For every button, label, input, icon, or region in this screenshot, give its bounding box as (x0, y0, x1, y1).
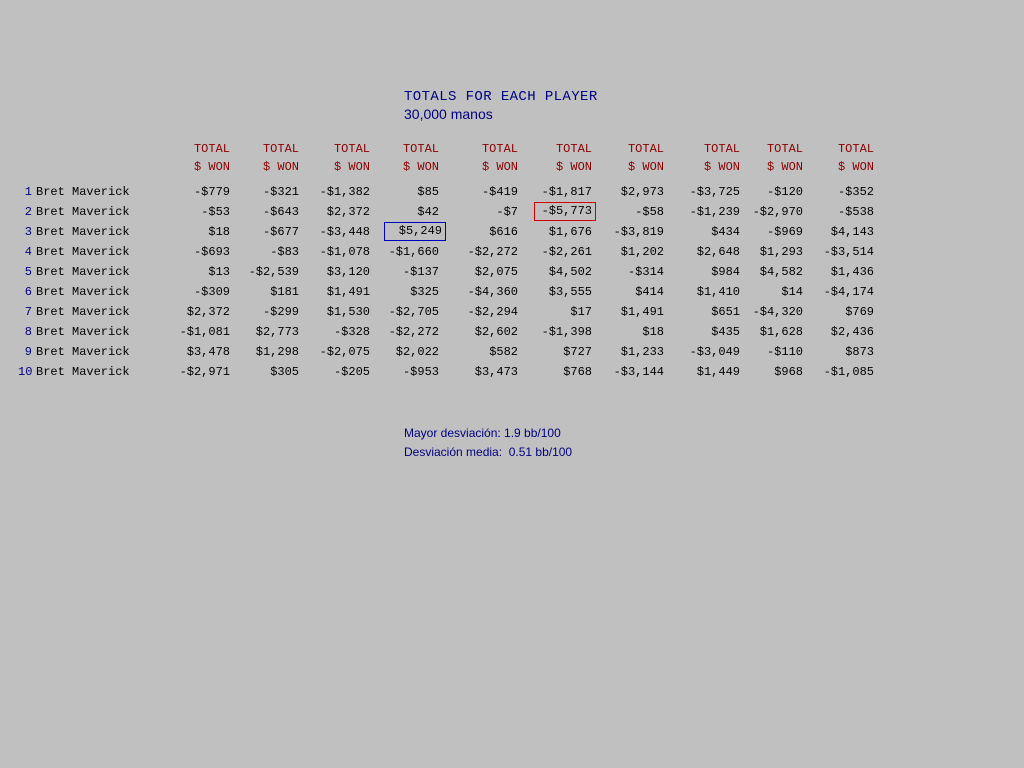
value-cell: -$137 (402, 265, 439, 279)
value-cell: $616 (489, 225, 518, 239)
value-cell: -$2,075 (319, 345, 370, 359)
value-cell: $181 (270, 285, 299, 299)
report-subtitle: 30,000 manos (404, 106, 493, 122)
row-number: 3 (24, 225, 32, 239)
value-cell: $968 (774, 365, 803, 379)
column-header-won: $ WON (627, 160, 664, 174)
player-name: Bret Maverick (36, 245, 130, 259)
value-cell: $1,293 (759, 245, 803, 259)
value-cell: -$1,660 (388, 245, 439, 259)
value-cell: $42 (417, 205, 439, 219)
value-cell: -$352 (837, 185, 874, 199)
value-cell: $2,075 (474, 265, 518, 279)
value-cell: $651 (711, 305, 740, 319)
value-cell: -$2,261 (541, 245, 592, 259)
row-number: 6 (24, 285, 32, 299)
row-number: 10 (18, 365, 33, 379)
value-cell: $4,502 (548, 265, 592, 279)
value-cell: $2,022 (395, 345, 439, 359)
value-cell: $2,648 (696, 245, 740, 259)
row-number: 8 (24, 325, 32, 339)
value-cell: -$2,272 (467, 245, 518, 259)
value-cell: -$1,398 (541, 325, 592, 339)
value-cell: -$3,819 (613, 225, 664, 239)
value-cell: $3,473 (474, 365, 518, 379)
value-cell: $1,449 (696, 365, 740, 379)
row-number: 4 (24, 245, 32, 259)
report-title: TOTALS FOR EACH PLAYER (404, 89, 598, 105)
value-cell: $434 (711, 225, 740, 239)
player-name: Bret Maverick (36, 305, 130, 319)
value-cell: -$419 (481, 185, 518, 199)
value-cell: -$2,971 (179, 365, 230, 379)
value-cell: -$643 (262, 205, 299, 219)
value-cell: -$3,144 (613, 365, 664, 379)
value-cell: -$2,272 (388, 325, 439, 339)
value-cell: -$1,078 (319, 245, 370, 259)
value-cell: $18 (642, 325, 664, 339)
value-cell: -$3,049 (689, 345, 740, 359)
value-cell: $984 (711, 265, 740, 279)
column-header-won: $ WON (837, 160, 874, 174)
column-header-total: TOTAL (402, 142, 439, 156)
value-cell: -$538 (837, 205, 874, 219)
value-cell: -$3,725 (689, 185, 740, 199)
column-header-total: TOTAL (262, 142, 299, 156)
value-cell: $414 (635, 285, 664, 299)
column-header-total: TOTAL (766, 142, 803, 156)
value-cell: -$205 (333, 365, 370, 379)
value-cell: -$83 (270, 245, 299, 259)
column-header-total: TOTAL (837, 142, 874, 156)
value-cell: -$120 (766, 185, 803, 199)
column-header-won: $ WON (193, 160, 230, 174)
player-name: Bret Maverick (36, 265, 130, 279)
value-cell: -$1,081 (179, 325, 230, 339)
value-cell: $4,143 (830, 225, 874, 239)
value-cell: -$3,448 (319, 225, 370, 239)
value-cell: $2,973 (620, 185, 664, 199)
player-name: Bret Maverick (36, 225, 130, 239)
value-cell: -$58 (635, 205, 664, 219)
value-cell: -$3,514 (823, 245, 874, 259)
value-cell: -$4,360 (467, 285, 518, 299)
value-cell: $435 (711, 325, 740, 339)
value-cell: -$309 (193, 285, 230, 299)
value-cell: $1,676 (548, 225, 592, 239)
value-cell: $18 (208, 225, 230, 239)
value-cell: -$1,382 (319, 185, 370, 199)
value-cell-max-highlight: $5,249 (384, 222, 446, 241)
value-cell: $727 (563, 345, 592, 359)
column-header-won: $ WON (262, 160, 299, 174)
column-header-won: $ WON (333, 160, 370, 174)
value-cell: $4,582 (759, 265, 803, 279)
player-name: Bret Maverick (36, 285, 130, 299)
column-header-won: $ WON (766, 160, 803, 174)
value-cell: -$110 (766, 345, 803, 359)
value-cell: -$53 (201, 205, 230, 219)
value-cell: -$4,320 (752, 305, 803, 319)
value-cell: -$2,539 (248, 265, 299, 279)
value-cell: -$969 (766, 225, 803, 239)
value-cell: $17 (570, 305, 592, 319)
value-cell: $2,773 (255, 325, 299, 339)
value-cell: $1,530 (326, 305, 370, 319)
value-cell: -$779 (193, 185, 230, 199)
row-number: 5 (24, 265, 32, 279)
value-cell: -$321 (262, 185, 299, 199)
value-cell: -$328 (333, 325, 370, 339)
player-name: Bret Maverick (36, 365, 130, 379)
value-cell: $1,628 (759, 325, 803, 339)
value-cell: $1,436 (830, 265, 874, 279)
value-cell: $85 (417, 185, 439, 199)
value-cell: $1,202 (620, 245, 664, 259)
row-number: 1 (24, 185, 32, 199)
value-cell: -$4,174 (823, 285, 874, 299)
value-cell: $1,298 (255, 345, 299, 359)
value-cell: $1,491 (326, 285, 370, 299)
value-cell: -$693 (193, 245, 230, 259)
value-cell: $325 (410, 285, 439, 299)
value-cell: $13 (208, 265, 230, 279)
value-cell: $305 (270, 365, 299, 379)
value-cell: $3,478 (186, 345, 230, 359)
value-cell: -$314 (627, 265, 664, 279)
value-cell: $768 (563, 365, 592, 379)
column-header-won: $ WON (481, 160, 518, 174)
mean-deviation-text: Desviación media: 0.51 bb/100 (404, 445, 573, 459)
value-cell: $2,602 (474, 325, 518, 339)
value-cell: $2,372 (186, 305, 230, 319)
value-cell: $3,555 (548, 285, 592, 299)
column-header-total: TOTAL (555, 142, 592, 156)
column-header-total: TOTAL (627, 142, 664, 156)
value-cell: $2,436 (830, 325, 874, 339)
value-cell: $2,372 (326, 205, 370, 219)
column-header-won: $ WON (402, 160, 439, 174)
row-number: 9 (24, 345, 32, 359)
value-cell: -$7 (496, 205, 518, 219)
value-cell-min-highlight: -$5,773 (534, 202, 596, 221)
column-header-won: $ WON (555, 160, 592, 174)
player-name: Bret Maverick (36, 205, 130, 219)
player-name: Bret Maverick (36, 185, 130, 199)
row-number: 7 (24, 305, 32, 319)
value-cell: -$953 (402, 365, 439, 379)
column-header-total: TOTAL (481, 142, 518, 156)
value-cell: -$2,294 (467, 305, 518, 319)
column-header-won: $ WON (703, 160, 740, 174)
value-cell: $1,410 (696, 285, 740, 299)
value-cell: -$1,817 (541, 185, 592, 199)
value-cell: -$2,970 (752, 205, 803, 219)
row-number: 2 (24, 205, 32, 219)
value-cell: -$1,085 (823, 365, 874, 379)
max-deviation-text: Mayor desviación: 1.9 bb/100 (404, 426, 561, 440)
value-cell: $582 (489, 345, 518, 359)
value-cell: $1,233 (620, 345, 664, 359)
value-cell: -$2,705 (388, 305, 439, 319)
value-cell: $1,491 (620, 305, 664, 319)
value-cell: -$677 (262, 225, 299, 239)
player-name: Bret Maverick (36, 325, 130, 339)
value-cell: -$1,239 (689, 205, 740, 219)
column-header-total: TOTAL (333, 142, 370, 156)
value-cell: $14 (781, 285, 803, 299)
column-header-total: TOTAL (703, 142, 740, 156)
column-header-total: TOTAL (193, 142, 230, 156)
value-cell: $769 (845, 305, 874, 319)
value-cell: $873 (845, 345, 874, 359)
player-name: Bret Maverick (36, 345, 130, 359)
value-cell: -$299 (262, 305, 299, 319)
value-cell: $3,120 (326, 265, 370, 279)
